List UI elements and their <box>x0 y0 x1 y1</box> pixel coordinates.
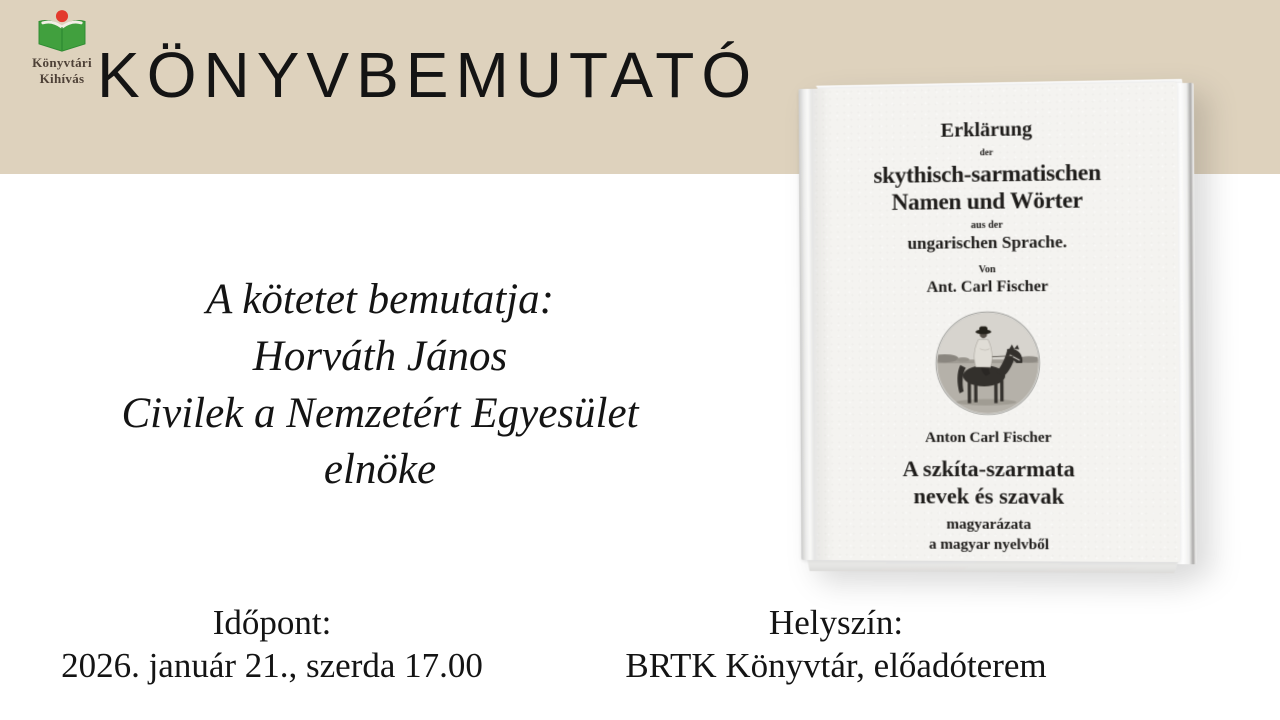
cover-title-hungarian-line1: A szkíta-szarmata <box>902 456 1075 482</box>
cover-title-hungarian <box>903 456 1076 510</box>
cover-title-german-line2: Namen und Wörter <box>891 186 1083 215</box>
cover-author: Anton Carl Fischer <box>925 430 1052 447</box>
event-time-block <box>12 601 532 687</box>
time-value: 2026. január 21., szerda 17.00 <box>61 646 483 686</box>
event-location-block <box>576 601 1096 687</box>
cover-title-german-line1: skythisch-sarmatischen <box>873 159 1101 189</box>
cover-title-hungarian-line2: nevek és szavak <box>913 482 1065 509</box>
book-mockup <box>799 79 1197 575</box>
cover-byline: Ant. Carl Fischer <box>926 278 1049 297</box>
logo-text-line2: Kihívás <box>39 70 85 86</box>
cover-subtitle-hungarian <box>929 516 1049 556</box>
page-title: KÖNYVBEMUTATÓ <box>97 39 759 111</box>
book-cover <box>799 82 1180 562</box>
cover-sub-ausder: aus der <box>970 220 1003 232</box>
library-challenge-logo <box>18 8 106 87</box>
logo-text-line1: Könyvtári <box>32 55 92 70</box>
presenter-line-intro: A kötetet bemutatja: <box>206 276 554 323</box>
cover-subtitle-hungarian-line1: magyarázata <box>946 516 1032 534</box>
presenter-line-name: Horváth János <box>252 332 508 380</box>
presenter-line-org: Civilek a Nemzetért Egyesület <box>121 389 639 437</box>
cover-title-german <box>873 160 1101 217</box>
horse-rider-photo <box>933 309 1044 419</box>
cover-sub-der: der <box>979 147 994 158</box>
book-cover-content <box>799 82 1180 562</box>
book-pages-bottom-edge <box>807 560 1178 573</box>
cover-subtitle-hungarian-line2: a magyar nyelvből <box>928 536 1050 553</box>
open-book-icon <box>33 8 91 54</box>
cover-sub-sprache: ungarischen Sprache. <box>907 232 1068 254</box>
presenter-block <box>30 272 730 499</box>
red-dot-icon <box>56 10 68 22</box>
logo-text <box>18 55 106 87</box>
location-label: Helyszín: <box>768 603 904 642</box>
cover-heading: Erklärung <box>940 118 1033 142</box>
time-label: Időpont: <box>212 603 332 642</box>
location-value: BRTK Könyvtár, előadóterem <box>625 646 1047 686</box>
presenter-line-role: elnöke <box>323 446 437 494</box>
cover-byline-label: Von <box>978 264 996 276</box>
